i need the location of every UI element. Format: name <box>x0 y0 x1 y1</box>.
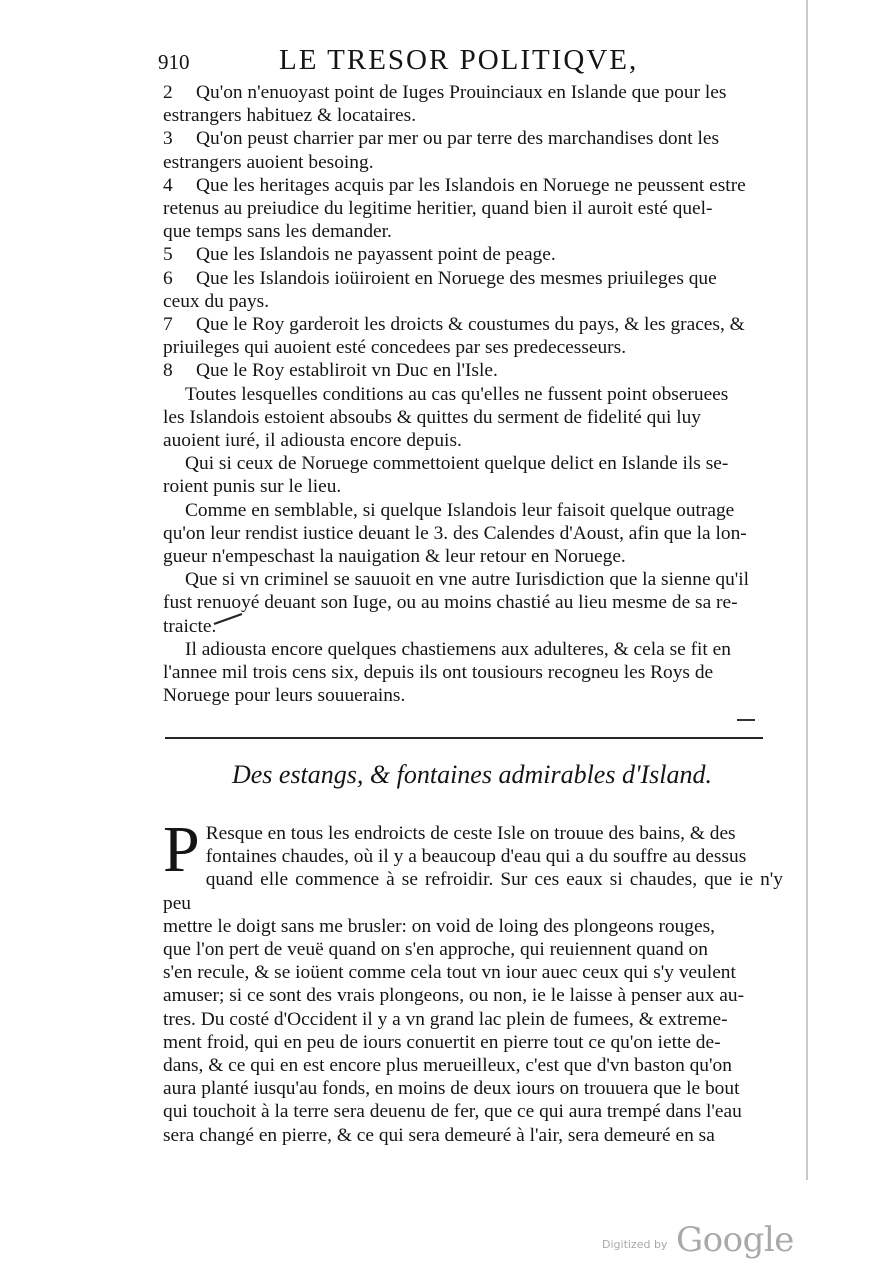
text-line: fust renuoyé deuant son Iuge, ou au moins chastié au lieu mesme de sa re- <box>163 592 738 614</box>
text-line: retenus au preiudice du legitime heritier, quand bien il auroit esté quel- <box>163 198 713 220</box>
item-number: 8 <box>163 360 173 382</box>
list-item <box>163 267 783 290</box>
text-line: que l'on pert de veuë quand on s'en approche, qui reuiennent quand on <box>163 939 708 961</box>
item-number: 3 <box>163 128 173 150</box>
list-item <box>163 174 783 197</box>
list-item <box>163 313 783 336</box>
list-item <box>163 359 783 382</box>
page-margin <box>806 0 877 1280</box>
text-line: Que si vn criminel se sauuoit en vne autre Iurisdiction que la sienne qu'il <box>185 569 750 591</box>
running-header <box>155 44 785 80</box>
drop-cap: P <box>163 813 200 886</box>
text-line: Il adiousta encore quelques chastiemens aux adulteres, & cela se fit en <box>185 638 731 660</box>
text-line: tres. Du costé d'Occident il y a vn grand lac plein de fumees, & extreme- <box>163 1008 728 1030</box>
text-line: s'en recule, & se ioüent comme cela tout vn iour auec ceux qui s'y veulent <box>163 962 736 984</box>
body-text <box>163 813 783 1147</box>
section-divider <box>165 737 763 739</box>
text-line: estrangers auoient besoing. <box>163 151 374 173</box>
text-line: Que les Islandois ioüiroient en Noruege des mesmes priuileges que <box>196 267 717 289</box>
text-line: Qu'on peust charrier par mer ou par terre des marchandises dont les <box>196 128 720 150</box>
text-line: aura planté iusqu'au fonds, en moins de deux iours on trouuera que le bout <box>163 1078 740 1100</box>
item-number: 5 <box>163 244 173 266</box>
text-line: gueur n'empeschast la nauigation & leur retour en Noruege. <box>163 546 626 568</box>
list-item <box>163 81 783 104</box>
page-number: 910 <box>158 50 190 74</box>
text-line: dans, & ce qui en est encore plus merueilleux, c'est que d'vn baston qu'on <box>163 1055 732 1077</box>
item-number: 2 <box>163 82 173 103</box>
text-line: auoient iuré, il adiousta encore depuis. <box>163 430 462 452</box>
item-number: 7 <box>163 314 173 336</box>
text-line: qui touchoit à la terre sera deuenu de fer, que ce qui aura trempé dans l'eau <box>163 1101 742 1123</box>
section-title: Des estangs, & fontaines admirables d'Island. <box>231 760 713 789</box>
text-line: roient punis sur le lieu. <box>163 476 342 498</box>
text-line: fontaines chaudes, où il y a beaucoup d'eau qui a du souffre au dessus <box>205 846 747 868</box>
text-line: les Islandois estoient absoubs & quittes du serment de fidelité qui luy <box>163 406 702 428</box>
numbered-list <box>163 81 783 707</box>
item-number: 4 <box>163 174 173 196</box>
running-title: LE TRESOR POLITIQVE, <box>279 44 639 76</box>
digitized-watermark <box>602 1220 802 1268</box>
text-line: l'annee mil trois cens six, depuis ils ont tousiours recogneu les Roys de <box>163 662 714 684</box>
text-line: amuser; si ce sont des vrais plongeons, ou non, ie le laisse à penser aux au- <box>163 985 745 1007</box>
text-line: Toutes lesquelles conditions au cas qu'elles ne fussent point obseruees <box>185 383 729 405</box>
text-line: priuileges qui auoient esté concedees par ses predecesseurs. <box>163 337 627 359</box>
text-line: Qu'on n'enuoyast point de Iuges Prouinciaux en Islande que pour les <box>196 82 727 103</box>
text-line: Que les Islandois ne payassent point de peage. <box>196 244 556 266</box>
text-line: Resque en tous les endroicts de ceste Isle on trouue des bains, & des <box>205 823 736 844</box>
watermark-caption: Digitized by <box>602 1238 668 1251</box>
item-number: 6 <box>163 267 173 289</box>
text-line: que temps sans les demander. <box>163 221 392 243</box>
text-line: mettre le doigt sans me brusler: on void de loing des plongeons rouges, <box>163 915 715 937</box>
text-line: Que le Roy garderoit les droicts & coustumes du pays, & les graces, & <box>196 314 745 336</box>
text-line: sera changé en pierre, & ce qui sera demeuré à l'air, sera demeuré en sa <box>163 1124 715 1146</box>
text-line: estrangers habituez & locataires. <box>163 105 417 127</box>
text-line: Comme en semblable, si quelque Islandois leur faisoit quelque outrage <box>185 499 735 521</box>
text-line: qu'on leur rendist iustice deuant le 3. des Calendes d'Aoust, afin que la lon- <box>163 522 747 544</box>
text-line: ment froid, qui en peu de iours conuertit en pierre tout ce qu'on iette de- <box>163 1031 721 1053</box>
list-item <box>163 243 783 266</box>
text-line: traicte. <box>163 615 217 637</box>
pen-mark-icon <box>212 612 246 626</box>
watermark-logo: Google <box>676 1220 794 1260</box>
text-line: Noruege pour leurs souuerains. <box>163 685 406 707</box>
list-item <box>163 127 783 150</box>
short-rule <box>737 719 755 721</box>
page-edge-line <box>806 0 808 1180</box>
text-line: ceux du pays. <box>163 290 270 312</box>
text-line: quand elle commence à se refroidir. Sur ces eaux si chaudes, que ie n'y peu <box>163 869 783 914</box>
text-line: Qui si ceux de Noruege commettoient quelque delict en Islande ils se- <box>185 453 729 475</box>
text-line: Que le Roy establiroit vn Duc en l'Isle. <box>196 360 498 382</box>
text-line: Que les heritages acquis par les Islandois en Noruege ne peussent estre <box>196 174 746 196</box>
